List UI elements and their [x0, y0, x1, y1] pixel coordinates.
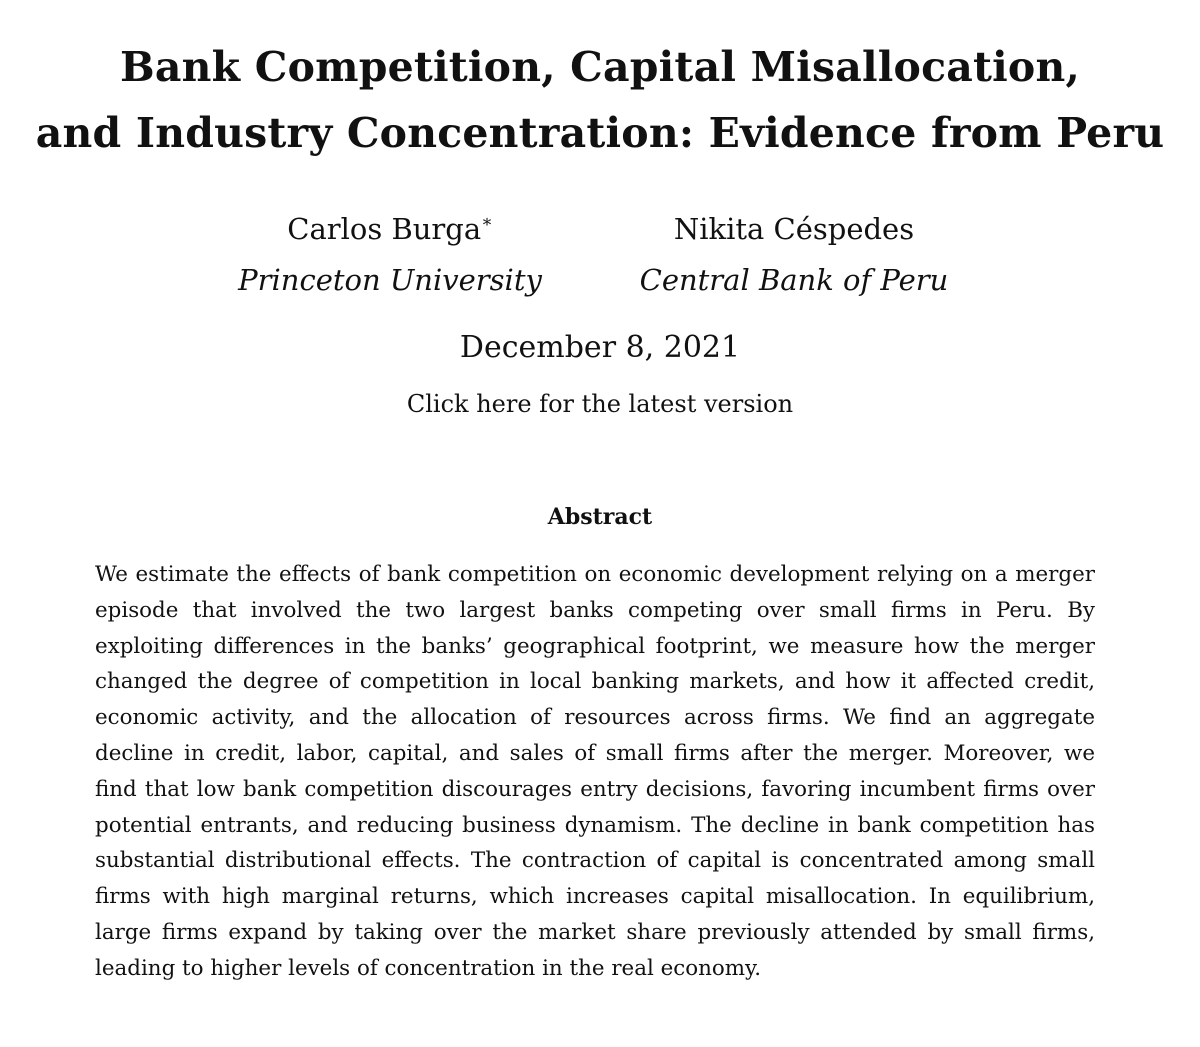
abstract-line: exploiting differences in the banks’ geographical footprint, we measure how the merger	[95, 633, 1095, 659]
author-name-text: Carlos Burga	[287, 212, 482, 246]
author-nikita-cespedes	[618, 206, 970, 303]
author-affiliation: Central Bank of Peru	[639, 263, 949, 297]
abstract-body	[95, 557, 1095, 987]
latest-version-line	[0, 385, 1200, 423]
title-line: and Industry Concentration: Evidence from Peru	[35, 109, 1165, 157]
abstract-line: leading to higher levels of concentration in the real economy.	[95, 955, 762, 981]
abstract-line: decline in credit, labor, capital, and sales of small firms after the merger. Moreover, we	[95, 740, 1095, 766]
author-block	[0, 206, 1200, 306]
author-affiliation: Princeton University	[238, 263, 542, 297]
title-line: Bank Competition, Capital Misallocation,	[120, 43, 1080, 91]
abstract-line: large firms expand by taking over the market share previously attended by small firms,	[95, 919, 1095, 945]
abstract-line: economic activity, and the allocation of resources across firms. We find an aggregate	[95, 705, 1095, 731]
abstract-heading: Abstract	[547, 504, 653, 530]
abstract-line: episode that involved the two largest banks competing over small firms in Peru. By	[95, 597, 1095, 623]
latest-version-link[interactable]: Click here for the latest version	[406, 390, 794, 418]
abstract-line: We estimate the effects of bank competition on economic development relying on a merger	[95, 562, 1095, 587]
footnote-mark[interactable]: ∗	[481, 212, 493, 232]
abstract-line: find that low bank competition discourages entry decisions, favoring incumbent firms over	[95, 776, 1095, 802]
paper-date: December 8, 2021	[459, 330, 741, 365]
abstract-line: potential entrants, and reducing business dynamism. The decline in bank competition has	[95, 812, 1095, 838]
abstract-line: changed the degree of competition in local banking markets, and how it affected credit,	[95, 669, 1095, 695]
abstract-line: substantial distributional effects. The contraction of capital is concentrated among small	[95, 848, 1095, 874]
author-name: Nikita Céspedes	[673, 212, 915, 246]
author-name	[220, 206, 560, 252]
paper-title	[0, 34, 1200, 166]
abstract-line: firms with high marginal returns, which increases capital misallocation. In equilibrium,	[95, 884, 1095, 910]
author-carlos-burga	[220, 206, 560, 303]
